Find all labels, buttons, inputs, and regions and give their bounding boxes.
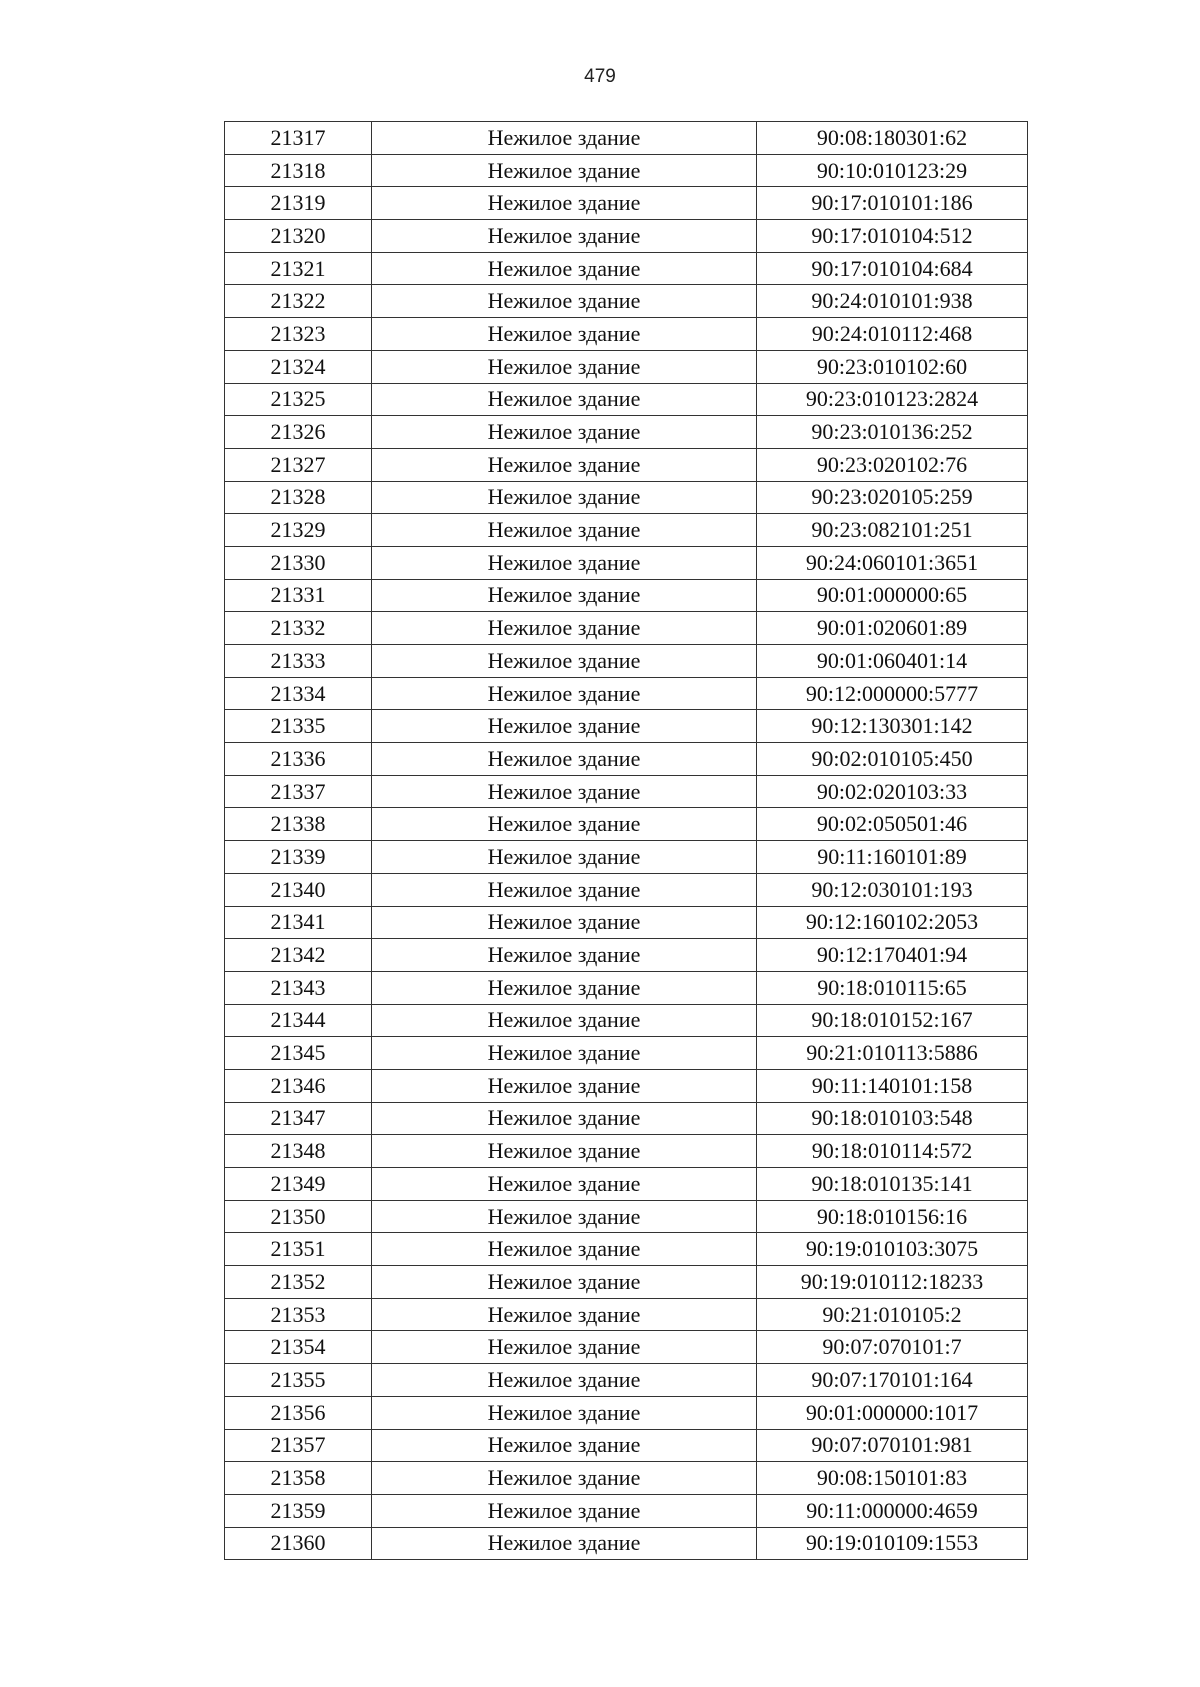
table-row	[225, 579, 1028, 612]
row-number-cell: 21333	[225, 645, 372, 678]
object-type-cell: Нежилое здание	[372, 645, 757, 678]
object-type-cell: Нежилое здание	[372, 1069, 757, 1102]
row-number-cell: 21317	[225, 122, 372, 155]
table-row	[225, 612, 1028, 645]
row-number-cell: 21324	[225, 350, 372, 383]
table-row	[225, 743, 1028, 776]
object-type-cell: Нежилое здание	[372, 187, 757, 220]
table-row	[225, 220, 1028, 253]
cadastral-number-cell: 90:01:000000:65	[757, 579, 1028, 612]
object-type-cell: Нежилое здание	[372, 1331, 757, 1364]
object-type-cell: Нежилое здание	[372, 1266, 757, 1299]
object-type-cell: Нежилое здание	[372, 841, 757, 874]
row-number-cell: 21356	[225, 1396, 372, 1429]
object-type-cell: Нежилое здание	[372, 1462, 757, 1495]
table-row	[225, 1527, 1028, 1560]
table-row	[225, 1396, 1028, 1429]
object-type-cell: Нежилое здание	[372, 1364, 757, 1397]
row-number-cell: 21343	[225, 971, 372, 1004]
table-row	[225, 383, 1028, 416]
cadastral-number-cell: 90:01:000000:1017	[757, 1396, 1028, 1429]
cadastral-number-cell: 90:24:010112:468	[757, 318, 1028, 351]
cadastral-number-cell: 90:18:010115:65	[757, 971, 1028, 1004]
cadastral-number-cell: 90:12:170401:94	[757, 939, 1028, 972]
table-row	[225, 710, 1028, 743]
object-type-cell: Нежилое здание	[372, 122, 757, 155]
table-row	[225, 350, 1028, 383]
object-type-cell: Нежилое здание	[372, 1396, 757, 1429]
object-type-cell: Нежилое здание	[372, 1494, 757, 1527]
row-number-cell: 21353	[225, 1298, 372, 1331]
object-type-cell: Нежилое здание	[372, 285, 757, 318]
row-number-cell: 21332	[225, 612, 372, 645]
table-row	[225, 318, 1028, 351]
object-type-cell: Нежилое здание	[372, 710, 757, 743]
table-row	[225, 1429, 1028, 1462]
table-row	[225, 1004, 1028, 1037]
object-type-cell: Нежилое здание	[372, 971, 757, 1004]
table-row	[225, 841, 1028, 874]
cadastral-number-cell: 90:17:010101:186	[757, 187, 1028, 220]
row-number-cell: 21328	[225, 481, 372, 514]
row-number-cell: 21318	[225, 154, 372, 187]
cadastral-number-cell: 90:12:030101:193	[757, 873, 1028, 906]
row-number-cell: 21351	[225, 1233, 372, 1266]
table-row	[225, 1266, 1028, 1299]
object-type-cell: Нежилое здание	[372, 939, 757, 972]
cadastral-number-cell: 90:07:070101:981	[757, 1429, 1028, 1462]
cadastral-number-cell: 90:18:010103:548	[757, 1102, 1028, 1135]
table-row	[225, 1298, 1028, 1331]
cadastral-number-cell: 90:02:020103:33	[757, 775, 1028, 808]
row-number-cell: 21357	[225, 1429, 372, 1462]
cadastral-number-cell: 90:08:150101:83	[757, 1462, 1028, 1495]
object-type-cell: Нежилое здание	[372, 416, 757, 449]
row-number-cell: 21348	[225, 1135, 372, 1168]
cadastral-number-cell: 90:12:000000:5777	[757, 677, 1028, 710]
object-type-cell: Нежилое здание	[372, 1168, 757, 1201]
table-row	[225, 187, 1028, 220]
row-number-cell: 21323	[225, 318, 372, 351]
cadastral-number-cell: 90:23:020102:76	[757, 448, 1028, 481]
table-row	[225, 514, 1028, 547]
cadastral-number-cell: 90:23:010102:60	[757, 350, 1028, 383]
row-number-cell: 21339	[225, 841, 372, 874]
cadastral-number-cell: 90:12:160102:2053	[757, 906, 1028, 939]
cadastral-number-cell: 90:24:010101:938	[757, 285, 1028, 318]
row-number-cell: 21330	[225, 546, 372, 579]
row-number-cell: 21334	[225, 677, 372, 710]
table-row	[225, 1102, 1028, 1135]
table-row	[225, 971, 1028, 1004]
table-body	[225, 122, 1028, 1560]
row-number-cell: 21349	[225, 1168, 372, 1201]
cadastral-number-cell: 90:11:000000:4659	[757, 1494, 1028, 1527]
row-number-cell: 21329	[225, 514, 372, 547]
table-row	[225, 1135, 1028, 1168]
table-row	[225, 677, 1028, 710]
table-row	[225, 1494, 1028, 1527]
object-type-cell: Нежилое здание	[372, 350, 757, 383]
cadastral-number-cell: 90:02:010105:450	[757, 743, 1028, 776]
object-type-cell: Нежилое здание	[372, 612, 757, 645]
object-type-cell: Нежилое здание	[372, 1200, 757, 1233]
cadastral-number-cell: 90:21:010105:2	[757, 1298, 1028, 1331]
cadastral-number-cell: 90:19:010109:1553	[757, 1527, 1028, 1560]
row-number-cell: 21326	[225, 416, 372, 449]
cadastral-number-cell: 90:11:160101:89	[757, 841, 1028, 874]
object-type-cell: Нежилое здание	[372, 1429, 757, 1462]
row-number-cell: 21340	[225, 873, 372, 906]
object-type-cell: Нежилое здание	[372, 1233, 757, 1266]
table-row	[225, 775, 1028, 808]
row-number-cell: 21319	[225, 187, 372, 220]
table-row	[225, 1200, 1028, 1233]
cadastral-number-cell: 90:01:060401:14	[757, 645, 1028, 678]
table-row	[225, 1462, 1028, 1495]
object-type-cell: Нежилое здание	[372, 873, 757, 906]
row-number-cell: 21345	[225, 1037, 372, 1070]
cadastral-number-cell: 90:19:010103:3075	[757, 1233, 1028, 1266]
object-type-cell: Нежилое здание	[372, 546, 757, 579]
object-type-cell: Нежилое здание	[372, 906, 757, 939]
cadastral-number-cell: 90:18:010114:572	[757, 1135, 1028, 1168]
row-number-cell: 21359	[225, 1494, 372, 1527]
row-number-cell: 21344	[225, 1004, 372, 1037]
row-number-cell: 21337	[225, 775, 372, 808]
row-number-cell: 21354	[225, 1331, 372, 1364]
object-type-cell: Нежилое здание	[372, 481, 757, 514]
object-type-cell: Нежилое здание	[372, 252, 757, 285]
cadastral-number-cell: 90:23:082101:251	[757, 514, 1028, 547]
row-number-cell: 21320	[225, 220, 372, 253]
table-row	[225, 252, 1028, 285]
table-row	[225, 1233, 1028, 1266]
table-row	[225, 808, 1028, 841]
object-type-cell: Нежилое здание	[372, 808, 757, 841]
cadastral-number-cell: 90:10:010123:29	[757, 154, 1028, 187]
row-number-cell: 21360	[225, 1527, 372, 1560]
cadastral-number-cell: 90:07:070101:7	[757, 1331, 1028, 1364]
table-row	[225, 481, 1028, 514]
object-type-cell: Нежилое здание	[372, 1298, 757, 1331]
cadastral-number-cell: 90:24:060101:3651	[757, 546, 1028, 579]
property-table	[224, 121, 1028, 1560]
object-type-cell: Нежилое здание	[372, 1004, 757, 1037]
table-row	[225, 873, 1028, 906]
cadastral-number-cell: 90:12:130301:142	[757, 710, 1028, 743]
object-type-cell: Нежилое здание	[372, 743, 757, 776]
cadastral-number-cell: 90:18:010152:167	[757, 1004, 1028, 1037]
cadastral-number-cell: 90:17:010104:684	[757, 252, 1028, 285]
object-type-cell: Нежилое здание	[372, 1527, 757, 1560]
object-type-cell: Нежилое здание	[372, 383, 757, 416]
object-type-cell: Нежилое здание	[372, 1135, 757, 1168]
cadastral-number-cell: 90:18:010135:141	[757, 1168, 1028, 1201]
row-number-cell: 21352	[225, 1266, 372, 1299]
object-type-cell: Нежилое здание	[372, 154, 757, 187]
table-row	[225, 1037, 1028, 1070]
row-number-cell: 21336	[225, 743, 372, 776]
row-number-cell: 21350	[225, 1200, 372, 1233]
cadastral-number-cell: 90:17:010104:512	[757, 220, 1028, 253]
table-row	[225, 448, 1028, 481]
table-row	[225, 939, 1028, 972]
page-number: 479	[584, 66, 616, 87]
object-type-cell: Нежилое здание	[372, 579, 757, 612]
row-number-cell: 21346	[225, 1069, 372, 1102]
row-number-cell: 21342	[225, 939, 372, 972]
cadastral-number-cell: 90:23:010136:252	[757, 416, 1028, 449]
table-row	[225, 154, 1028, 187]
table-row	[225, 285, 1028, 318]
row-number-cell: 21327	[225, 448, 372, 481]
row-number-cell: 21335	[225, 710, 372, 743]
table-row	[225, 1069, 1028, 1102]
row-number-cell: 21325	[225, 383, 372, 416]
cadastral-number-cell: 90:18:010156:16	[757, 1200, 1028, 1233]
object-type-cell: Нежилое здание	[372, 677, 757, 710]
row-number-cell: 21321	[225, 252, 372, 285]
row-number-cell: 21341	[225, 906, 372, 939]
cadastral-number-cell: 90:07:170101:164	[757, 1364, 1028, 1397]
table-row	[225, 546, 1028, 579]
table-row	[225, 1168, 1028, 1201]
object-type-cell: Нежилое здание	[372, 220, 757, 253]
row-number-cell: 21331	[225, 579, 372, 612]
object-type-cell: Нежилое здание	[372, 1037, 757, 1070]
cadastral-number-cell: 90:08:180301:62	[757, 122, 1028, 155]
cadastral-number-cell: 90:23:020105:259	[757, 481, 1028, 514]
row-number-cell: 21358	[225, 1462, 372, 1495]
table-row	[225, 122, 1028, 155]
cadastral-number-cell: 90:11:140101:158	[757, 1069, 1028, 1102]
object-type-cell: Нежилое здание	[372, 448, 757, 481]
object-type-cell: Нежилое здание	[372, 1102, 757, 1135]
cadastral-number-cell: 90:01:020601:89	[757, 612, 1028, 645]
table-row	[225, 416, 1028, 449]
object-type-cell: Нежилое здание	[372, 775, 757, 808]
row-number-cell: 21347	[225, 1102, 372, 1135]
cadastral-number-cell: 90:19:010112:18233	[757, 1266, 1028, 1299]
row-number-cell: 21338	[225, 808, 372, 841]
table-row	[225, 1364, 1028, 1397]
object-type-cell: Нежилое здание	[372, 514, 757, 547]
table-row	[225, 906, 1028, 939]
row-number-cell: 21322	[225, 285, 372, 318]
object-type-cell: Нежилое здание	[372, 318, 757, 351]
cadastral-number-cell: 90:23:010123:2824	[757, 383, 1028, 416]
table-row	[225, 1331, 1028, 1364]
cadastral-number-cell: 90:21:010113:5886	[757, 1037, 1028, 1070]
table-row	[225, 645, 1028, 678]
cadastral-number-cell: 90:02:050501:46	[757, 808, 1028, 841]
row-number-cell: 21355	[225, 1364, 372, 1397]
